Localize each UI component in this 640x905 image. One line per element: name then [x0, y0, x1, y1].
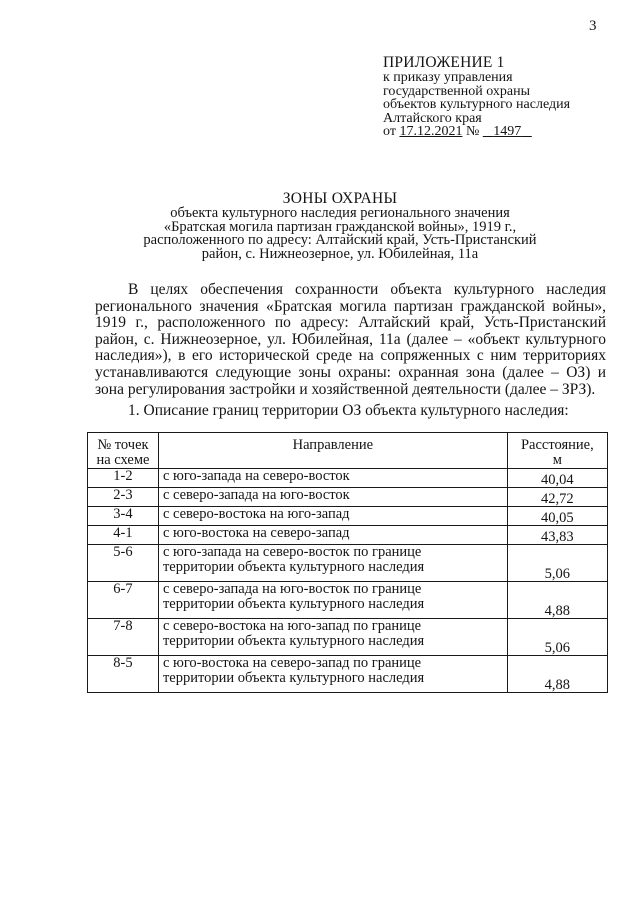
header-direction: Направление [158, 433, 507, 469]
appendix-title: ПРИЛОЖЕНИЕ 1 [383, 54, 505, 71]
cell-direction: с северо-востока на юго-запад по границе территории объекта культурного наследия [158, 619, 507, 656]
cell-distance: 4,88 [507, 582, 607, 619]
appendix-line: к приказу управления [383, 70, 513, 85]
cell-direction: с юго-запада на северо-восток [158, 469, 507, 488]
cell-direction: с юго-востока на северо-запад [158, 526, 507, 545]
cell-point: 3-4 [88, 507, 159, 526]
table-row [88, 582, 608, 619]
header-point: № точек на схеме [88, 433, 159, 469]
appendix-line: объектов культурного наследия [383, 97, 571, 112]
table-row [88, 656, 608, 693]
order-prefix: от [383, 124, 396, 139]
cell-distance: 5,06 [507, 619, 607, 656]
intro-text [95, 282, 606, 398]
header-distance: Расстояние, м [507, 433, 607, 469]
table-row [88, 507, 608, 526]
appendix-block [383, 55, 628, 139]
table-row [88, 526, 608, 545]
title-line: расположенного по адресу: Алтайский край, Усть-Пристанский [143, 232, 537, 248]
cell-point: 8-5 [88, 656, 159, 693]
cell-point: 1-2 [88, 469, 159, 488]
table-header-row [88, 433, 608, 469]
cell-direction: с северо-запада на юго-восток [158, 488, 507, 507]
cell-point: 7-8 [88, 619, 159, 656]
appendix-line: Алтайского края [383, 110, 482, 126]
title-line: «Братская могила партизан гражданской войны», 1919 г., [163, 218, 517, 235]
section-heading: 1. Описание границ территории ОЗ объекта культурного наследия: [128, 402, 569, 419]
table-row [88, 545, 608, 582]
cell-point: 5-6 [88, 545, 159, 582]
order-date: 17.12.2021 [399, 124, 463, 139]
table-row [88, 469, 608, 488]
cell-distance: 40,04 [507, 469, 607, 488]
appendix-line: государственной охраны [383, 83, 531, 99]
page-number: 3 [589, 18, 597, 34]
title-line: объекта культурного наследия регионального значения [170, 205, 510, 221]
title-line: район, с. Нижнеозерное, ул. Юбилейная, 11а [201, 245, 479, 262]
order-line [383, 125, 628, 139]
table-row [88, 619, 608, 656]
cell-point: 4-1 [88, 526, 159, 545]
cell-direction: с северо-запада на юго-восток по границе территории объекта культурного наследия [158, 582, 507, 619]
cell-direction: с северо-востока на юго-запад [158, 507, 507, 526]
cell-point: 2-3 [88, 488, 159, 507]
cell-distance: 43,83 [507, 526, 607, 545]
document-title: ЗОНЫ ОХРАНЫ [282, 190, 398, 207]
title-block [140, 191, 540, 261]
cell-distance: 4,88 [507, 656, 607, 693]
cell-point: 6-7 [88, 582, 159, 619]
order-number-label: № [465, 124, 480, 139]
order-number: 1497 [493, 124, 522, 139]
boundary-table [87, 432, 608, 693]
cell-direction: с юго-запада на северо-восток по границе территории объекта культурного наследия [158, 545, 507, 582]
intro-paragraph: В целях обеспечения сохранности объекта культурного наследия регионального значения «Братская могила партизан гражданской войны», 1919 г., расположенного по адресу: Алтайский край, Усть-Пристанский район, с. Нижнеозерное, ул. Юбилейная, 11а (далее – «объект культурного наследия»), в его исторической среде на сопряженных с ним территориях устанавливаются следующие зоны охраны: охранная зона (далее – ОЗ) и зона регулирования застройки и хозяйственной деятельности (далее – ЗРЗ). [95, 281, 606, 398]
cell-direction: с юго-востока на северо-запад по границе территории объекта культурного наследия [158, 656, 507, 693]
table-row [88, 488, 608, 507]
cell-distance: 42,72 [507, 488, 607, 507]
cell-distance: 5,06 [507, 545, 607, 582]
cell-distance: 40,05 [507, 507, 607, 526]
